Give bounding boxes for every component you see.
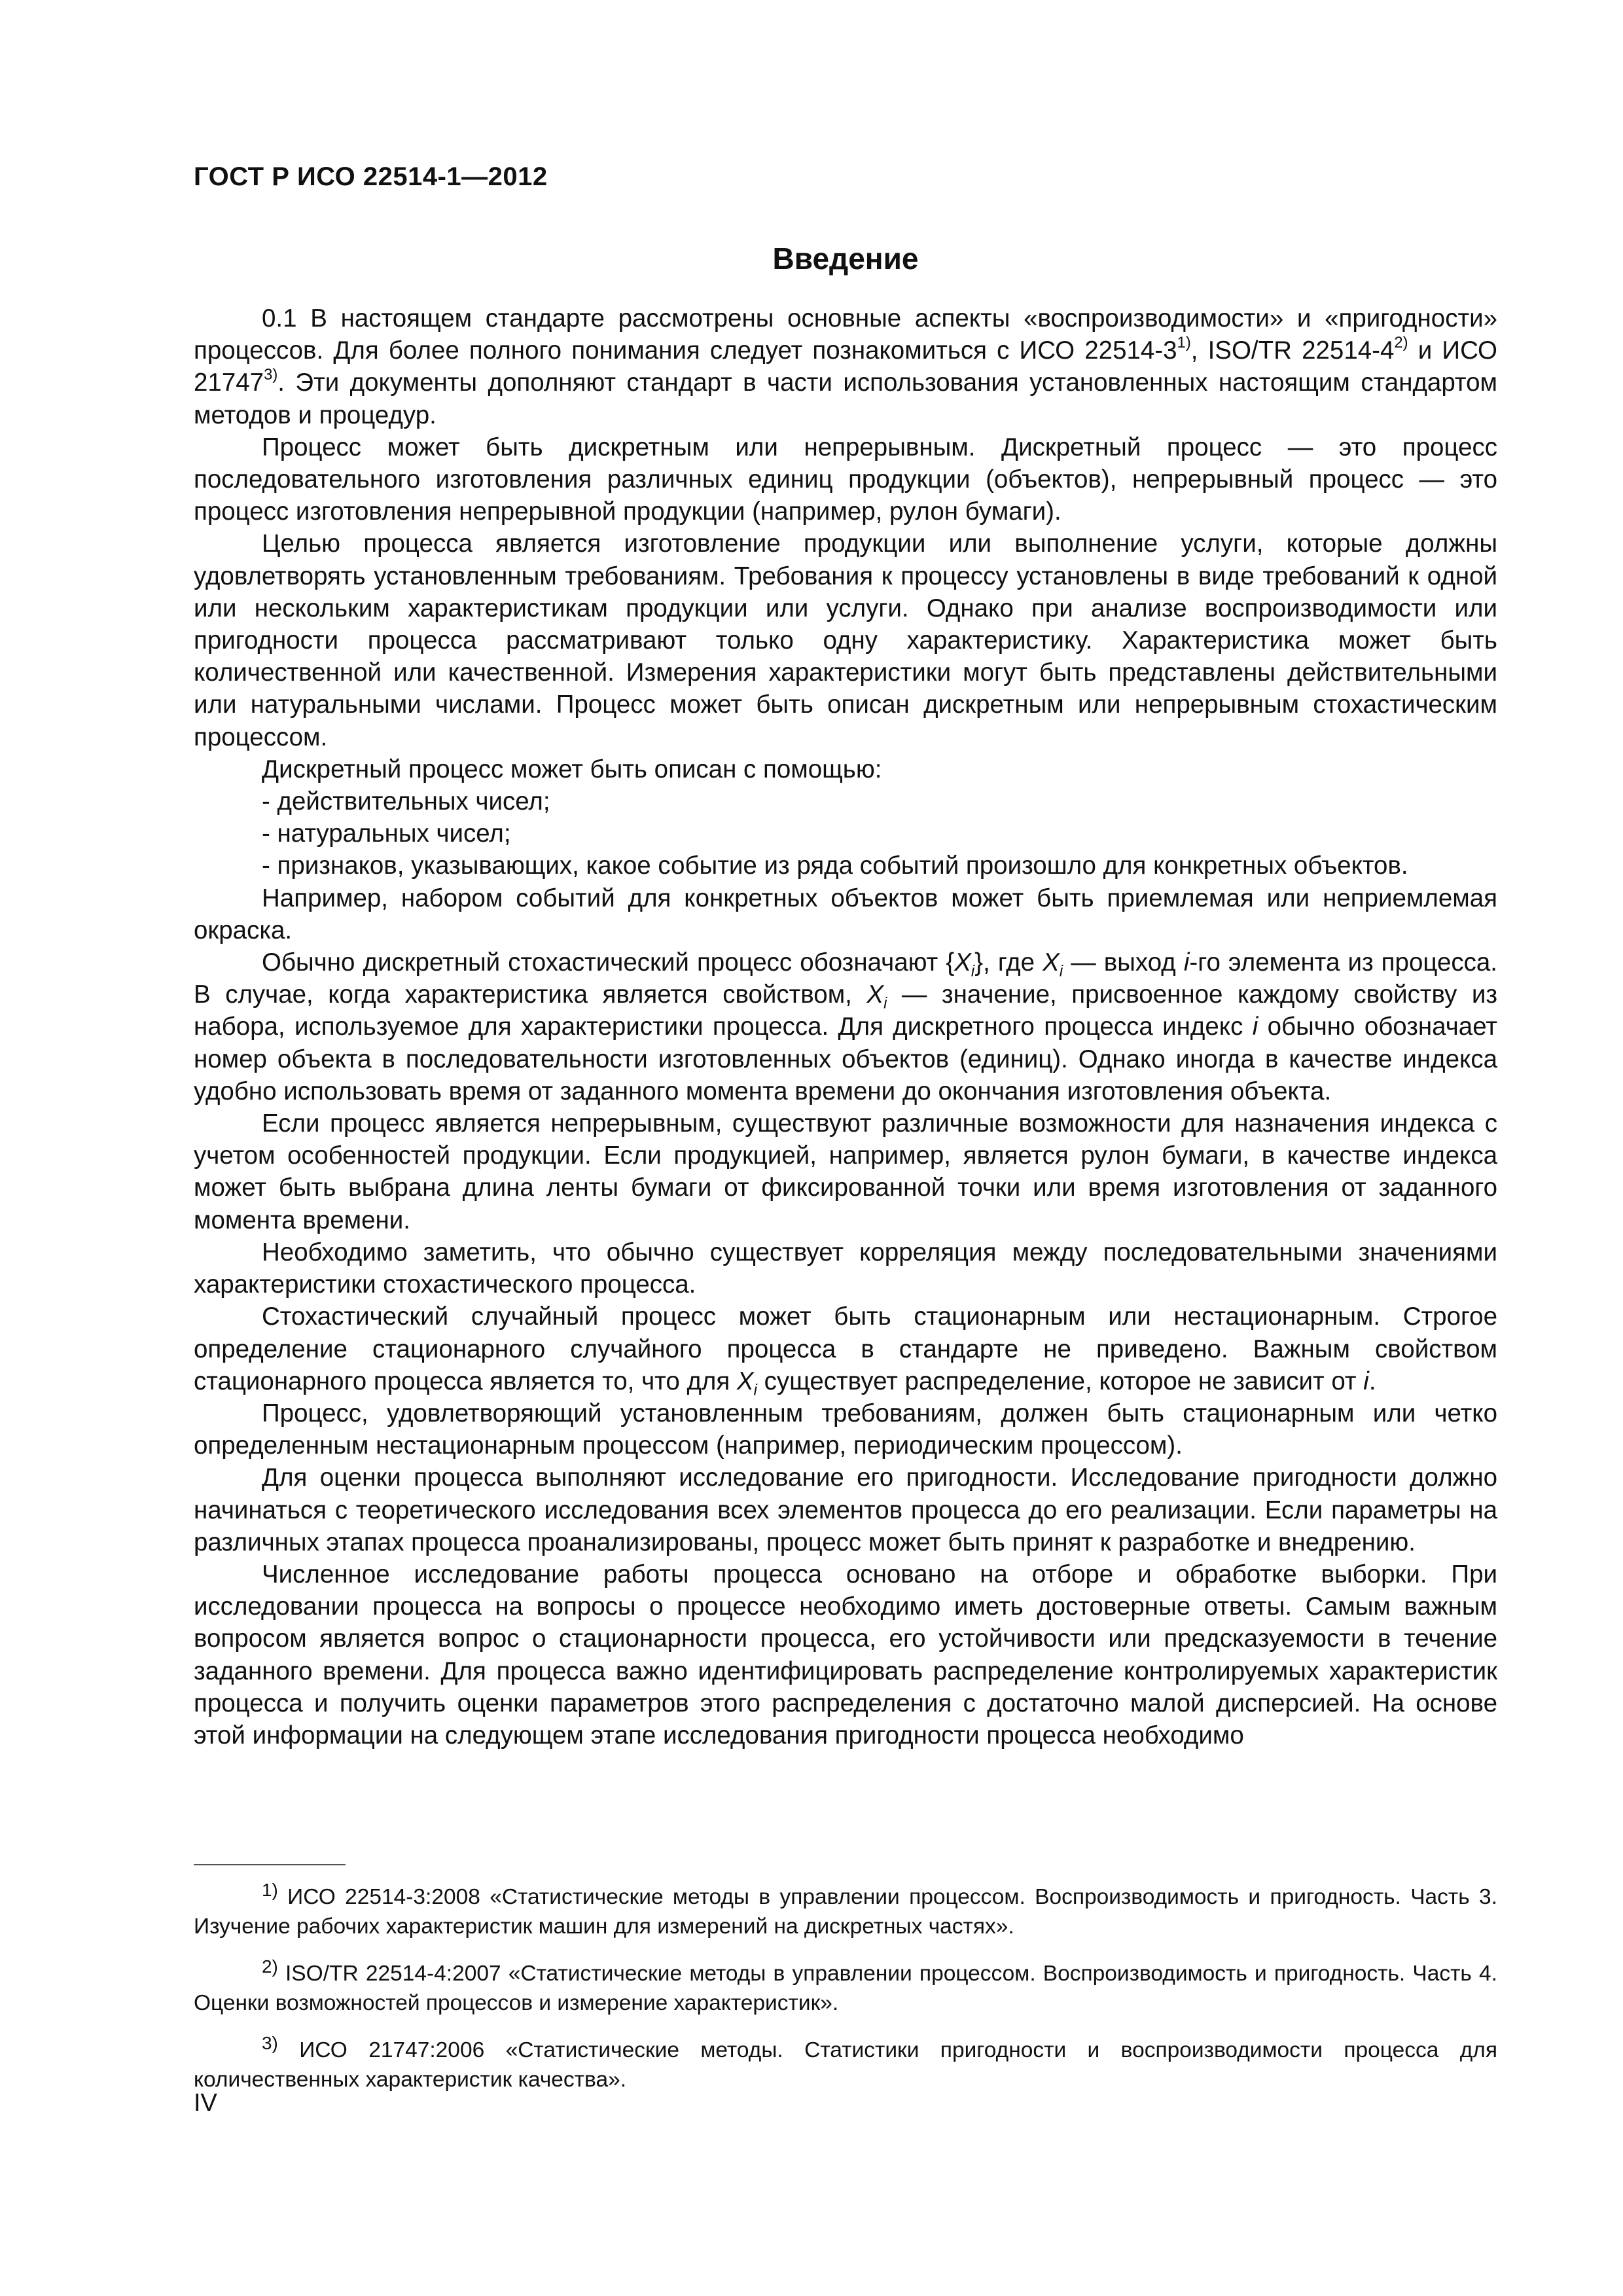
paragraph-intro: 0.1 В настоящем стандарте рассмотрены основные аспекты «воспроизводимости» и «пригодности» процессов. Для более полного понимания следует познакомиться с ИСО 22514-3$^{1)}$, ISO/TR 22514-4$^{2)}$ и ИСО 21747$^{3)}$. Эти документы дополняют стандарт в части использования установленных настоящим стандартом методов и процедур. xyxy=(194,304,1497,429)
paragraph: Например, набором событий для конкретных объектов может быть приемлемая или неприемлемая окраска. xyxy=(194,884,1497,944)
footnote-mark: 3) xyxy=(262,2033,278,2054)
footnote-mark: 1) xyxy=(262,1880,278,1900)
paragraph: Для оценки процесса выполняют исследование его пригодности. Исследование пригодности должно начинаться с теоретического исследования всех элементов процесса до его реализации. Если параметры на различных этапах процесса проанализированы, процесс может быть принят к разработке и внедрению. xyxy=(194,1463,1497,1556)
page-number: IV xyxy=(194,2089,217,2117)
section-title: Введение xyxy=(772,242,919,276)
footnote-1: $^{1)}$ ИСО 22514-3:2008 «Статистические методы в управлении процессом. Воспроизводимость и пригодность. Часть 3. Изучение рабочих характеристик машин для измерений на дискретных частях». xyxy=(194,1880,1497,1939)
footnote-2: $^{2)}$ ISO/TR 22514-4:2007 «Статистические методы в управлении процессом. Воспроизводимость и пригодность. Часть 4. Оценки возможностей процессов и измерение характеристик». xyxy=(194,1956,1497,2016)
paragraph: Численное исследование работы процесса основано на отборе и обработке выборки. При исследовании процесса на вопросы о процессе необходимо иметь достоверные ответы. Самым важным вопросом является вопрос о стационарности процесса, его устойчивости или предсказуемости в течение заданного времени. Для процесса важно идентифицировать распределение контролируемых характеристик процесса и получить оценки параметров этого распределения с достаточно малой дисперсией. На основе этой информации на следующем этапе исследования пригодности процесса необходимо xyxy=(194,1560,1497,1749)
running-header: ГОСТ Р ИСО 22514-1—2012 xyxy=(194,162,548,191)
list-item: - действительных чисел; xyxy=(262,787,550,816)
paragraph: Дискретный процесс может быть описан с помощью: xyxy=(262,755,882,783)
footnote-ref-1[interactable]: 1) xyxy=(1177,333,1191,351)
paragraph: Необходимо заметить, что обычно существует корреляция между последовательными значениями характеристики стохастического процесса. xyxy=(194,1238,1497,1299)
footnote-ref-3[interactable]: 3) xyxy=(264,366,278,384)
footnote-separator xyxy=(194,1864,346,1865)
paragraph: Процесс может быть дискретным или непрерывным. Дискретный процесс — это процесс последовательного изготовления различных единиц продукции (объектов), непрерывный процесс — это процесс изготовления непрерывной продукции (например, рулон бумаги). xyxy=(194,433,1497,526)
footnote-mark: 2) xyxy=(262,1956,278,1977)
paragraph: Процесс, удовлетворяющий установленным требованиям, должен быть стационарным или четко определенным нестационарным процессом (например, периодическим процессом). xyxy=(194,1399,1497,1460)
paragraph-notation: Обычно дискретный стохастический процесс обозначают $\{X_i\}$, где $X_i$ — выход i-го элемента из процесса. В случае, когда характеристика является свойством, $X_i$ — значение, присвоенное каждому свойству из набора, используемое для характеристики процесса. Для дискретного процесса индекс i обычно обозначает номер объекта в последовательности изготовленных объектов (единиц). Однако иногда в качестве индекса удобно использовать время от заданного момента времени до окончания изготовления объекта. xyxy=(194,948,1497,1105)
footnote-ref-2[interactable]: 2) xyxy=(1394,333,1408,351)
list-item: - натуральных чисел; xyxy=(262,819,511,848)
paragraph: Если процесс является непрерывным, существуют различные возможности для назначения индекса с учетом особенностей продукции. Если продукцией, например, является рулон бумаги, в качестве индекса может быть выбрана длина ленты бумаги от фиксированной точки или время изготовления от заданного момента времени. xyxy=(194,1109,1497,1234)
list-item: - признаков, указывающих, какое событие из ряда событий произошло для конкретных объектов. xyxy=(262,852,1408,880)
paragraph-stationary: Стохастический случайный процесс может быть стационарным или нестационарным. Строгое определение стационарного случайного процесса в стандарте не приведено. Важным свойством стационарного процесса является то, что для $X_i$ существует распределение, которое не зависит от i. xyxy=(194,1302,1497,1399)
paragraph: Целью процесса является изготовление продукции или выполнение услуги, которые должны удовлетворять установленным требованиям. Требования к процессу установлены в виде требований к одной или нескольким характеристикам продукции или услуги. Однако при анализе воспроизводимости или пригодности процесса рассматривают только одну характеристику. Характеристика может быть количественной или качественной. Измерения характеристики могут быть представлены действительными или натуральными числами. Процесс может быть описан дискретным или непрерывным стохастическим процессом. xyxy=(194,529,1497,751)
body-text xyxy=(194,302,1497,1751)
footnote-3: $^{3)}$ ИСО 21747:2006 «Статистические методы. Статистики пригодности и воспроизводимости процесса для количественных характеристик качества». xyxy=(194,2033,1497,2092)
footnotes xyxy=(194,1875,1497,2105)
